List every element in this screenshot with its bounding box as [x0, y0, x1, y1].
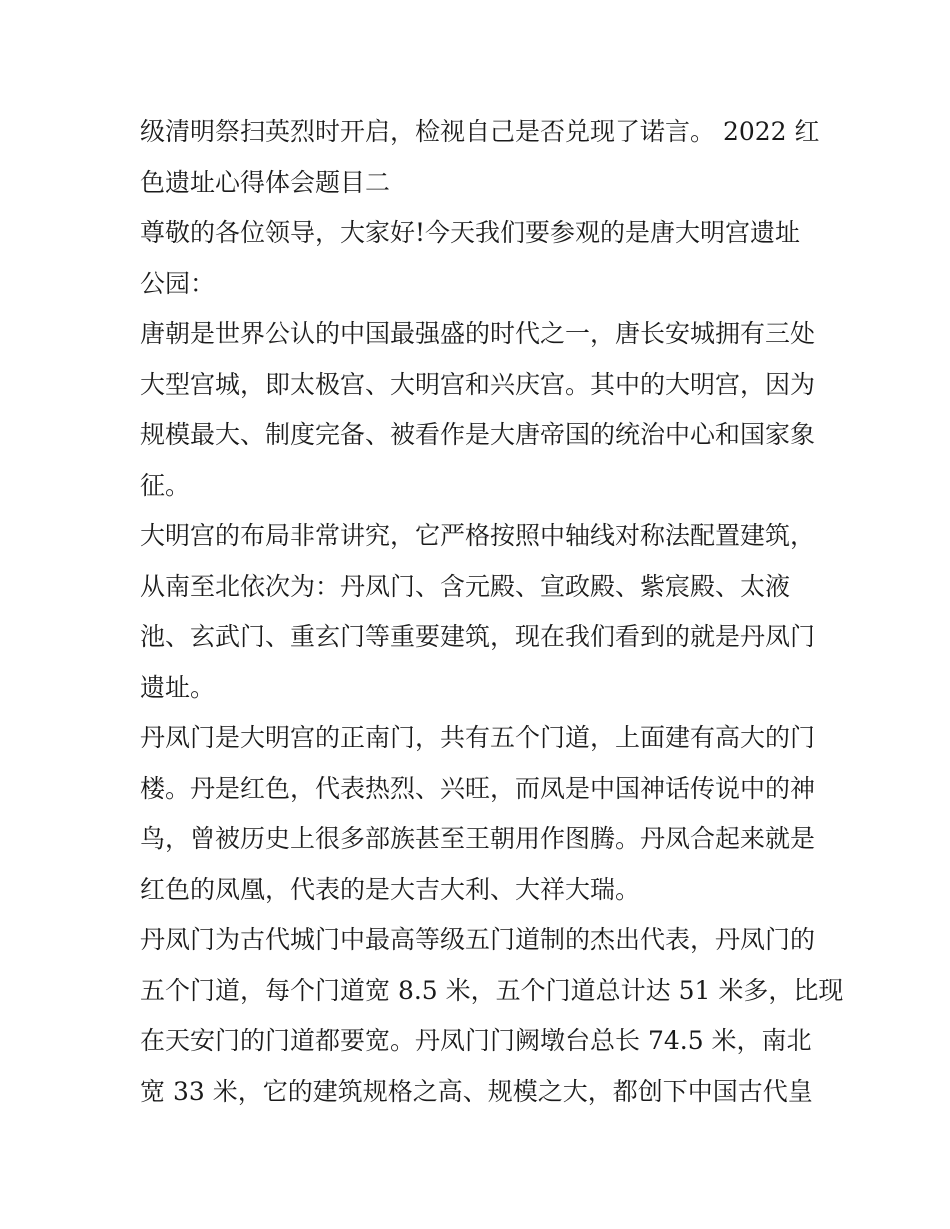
text-line: 级清明祭扫英烈时开启，检视自己是否兑现了诺言。 2022 红 [140, 117, 820, 146]
text-line: 色遗址心得体会题目二 [140, 167, 391, 197]
text-line: 规模最大、制度完备、被看作是大唐帝国的统治中心和国家象 [140, 420, 816, 449]
text-line: 五个门道，每个门道宽 8.5 米，五个门道总计达 51 米多，比现 [140, 975, 844, 1005]
text-line: 楼。丹是红色，代表热烈、兴旺，而凤是中国神话传说中的神 [140, 773, 816, 803]
text-line: 鸟，曾被历史上很多部族甚至王朝用作图腾。丹凤合起来就是 [140, 824, 816, 853]
text-line: 红色的凤凰，代表的是大吉大利、大祥大瑞。 [140, 874, 641, 904]
text-line: 丹凤门为古代城门中最高等级五门道制的杰出代表，丹凤门的 [140, 925, 816, 954]
document-body [140, 107, 844, 1117]
text-line: 大型宫城，即太极宫、大明宫和兴庆宫。其中的大明宫，因为 [140, 369, 816, 399]
text-line: 遗址。 [140, 672, 216, 702]
text-line: 从南至北依次为：丹凤门、含元殿、宣政殿、紫宸殿、太液 [140, 571, 791, 601]
text-line: 征。 [140, 470, 191, 500]
text-line: 宽 33 米，它的建筑规格之高、规模之大，都创下中国古代皇 [140, 1076, 813, 1106]
text-line: 池、玄武门、重玄门等重要建筑，现在我们看到的就是丹凤门 [140, 622, 816, 651]
text-line: 丹凤门是大明宫的正南门，共有五个门道，上面建有高大的门 [140, 723, 816, 752]
text-line: 尊敬的各位领导，大家好!今天我们要参观的是唐大明宫遗址 [140, 218, 801, 247]
text-line: 大明宫的布局非常讲究，它严格按照中轴线对称法配置建筑， [140, 521, 816, 550]
text-line: 唐朝是世界公认的中国最强盛的时代之一，唐长安城拥有三处 [140, 319, 816, 348]
text-line: 在天安门的门道都要宽。丹凤门门阙墩台总长 74.5 米，南北 [140, 1026, 812, 1055]
text-line: 公园： [140, 268, 216, 298]
